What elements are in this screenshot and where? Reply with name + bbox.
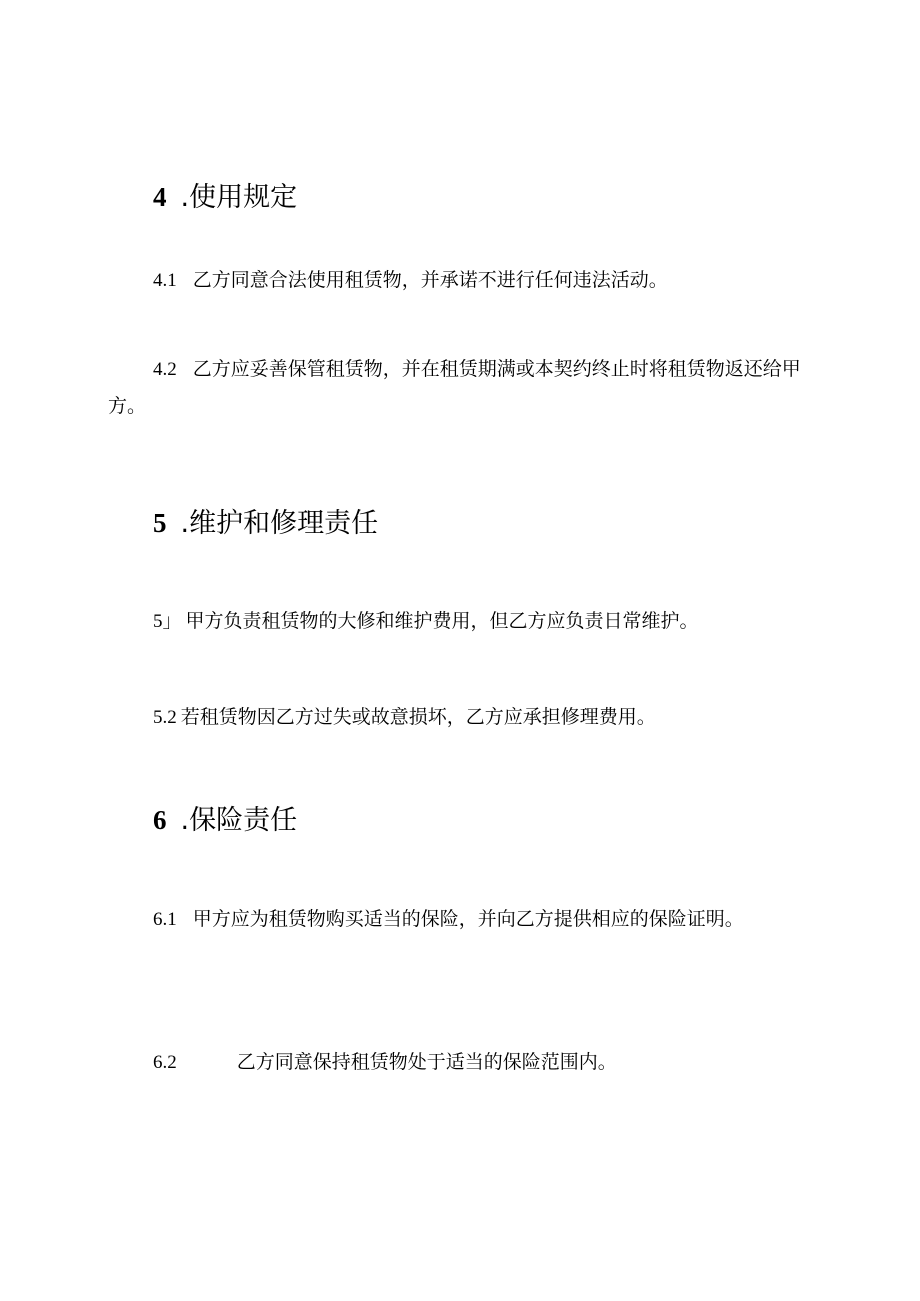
clause-text: 若租赁物因乙方过失或故意损坏，乙方应承担修理费用。 xyxy=(180,706,656,728)
clause-text: 乙方同意合法使用租赁物，并承诺不进行任何违法活动。 xyxy=(192,269,668,291)
clause-5-2 xyxy=(108,699,808,736)
clause-number: 4.2 xyxy=(153,359,177,380)
section-title: .使用规定 xyxy=(180,182,298,213)
clause-text: 乙方应妥善保管租赁物，并在租赁期满或本契约终止时将租赁物返还给甲方。 xyxy=(108,358,801,417)
clause-6-2 xyxy=(108,1044,808,1081)
clause-number: 6.1 xyxy=(153,909,177,930)
clause-text: 甲方应为租赁物购买适当的保险，并向乙方提供相应的保险证明。 xyxy=(192,908,744,930)
clause-number: 5」 xyxy=(153,611,182,632)
section-heading-6 xyxy=(153,804,297,837)
section-heading-4 xyxy=(153,181,297,214)
section-number: 6 xyxy=(153,805,167,835)
clause-text: 甲方负责租赁物的大修和维护费用，但乙方应负责日常维护。 xyxy=(185,610,699,632)
clause-4-2 xyxy=(108,351,808,424)
section-title: .维护和修理责任 xyxy=(180,508,379,539)
clause-text: 乙方同意保持租赁物处于适当的保险范围内。 xyxy=(236,1051,617,1073)
clause-4-1 xyxy=(108,262,808,299)
section-number: 5 xyxy=(153,508,167,538)
clause-number: 4.1 xyxy=(153,270,177,291)
clause-5-1 xyxy=(108,603,808,640)
section-number: 4 xyxy=(153,182,167,212)
clause-6-1 xyxy=(108,901,808,938)
clause-number: 6.2 xyxy=(153,1052,177,1073)
clause-number: 5.2 xyxy=(153,707,177,728)
section-heading-5 xyxy=(153,507,378,540)
section-title: .保险责任 xyxy=(180,805,298,836)
